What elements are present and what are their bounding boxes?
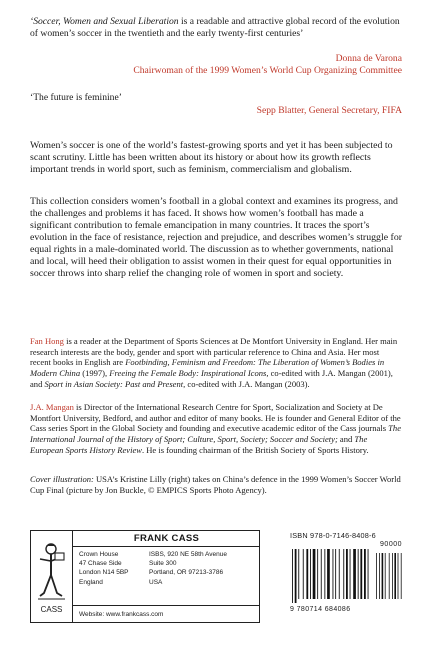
author-name: J.A. Mangan [30, 402, 74, 412]
address-line: Crown House [79, 551, 119, 558]
barcode-bars [290, 549, 402, 605]
address-line: London N14 5BP [79, 569, 129, 577]
quote-1-author: Donna de Varona [335, 53, 402, 64]
reader-figure-icon [35, 541, 68, 603]
price-addon: 90000 [380, 541, 402, 548]
ean-number: 9 780714 684086 [290, 606, 351, 613]
uk-address [79, 550, 129, 587]
isbn-barcode [290, 531, 402, 621]
publisher-box [30, 530, 260, 623]
isbn-number: ISBN 978-0-7146-8408-6 [290, 531, 376, 540]
cover-illustration-credit [30, 474, 402, 495]
bio-text: and [337, 434, 355, 445]
address-line: England [79, 578, 103, 586]
quote-text: is a readable and attractive global record of the evolution of women’s soccer in the twentieth and the early twenty-first centuries’ [30, 16, 400, 39]
publisher-name: FRANK CASS [73, 531, 260, 547]
description-paragraph-1: Women’s soccer is one of the world’s fastest-growing sports and yet it has been subjected to scant scrutiny. Little has been written about its history or about how its growth reflects important trends in world sport, such as feminism, commercialism and globalism. [30, 140, 393, 175]
address-line: ISBS, 920 NE 58th Avenue [149, 551, 227, 558]
journal-title: The European Sports History Review [30, 434, 368, 455]
bio-text: . He is founding chairman of the British Society of Sports History. [141, 444, 369, 455]
quote-1-author-role: Chairwoman of the 1999 Women’s World Cup Organizing Committee [133, 65, 402, 76]
endorsement-quote-2: ‘The future is feminine’ [30, 92, 122, 103]
publisher-logo [31, 531, 73, 622]
bio-text: is Director of the International Research Centre for Sport, Socialization and Society at De Montfort University, Bedford, and author and editor of many books. He is founder and General Editor of the Cass series Sport in the Global Society and founding and executive academic editor of the Cass journals [30, 402, 401, 434]
address-line: 47 Chase Side [79, 560, 122, 568]
bio-text: (1997), [80, 368, 110, 379]
cover-text: USA’s Kristine Lilly (right) takes on China’s defence in the 1999 Women’s Soccer World Cup Final (picture by Jon Buckle, © EMPICS Sports Photo Agency). [30, 474, 401, 495]
us-address [149, 550, 227, 587]
bio-text: , co-edited with J.A. Mangan (2003). [183, 378, 310, 389]
description-paragraph-2: This collection considers women’s football in a global context and examines its progress, and the challenges and problems it has faced. It shows how women’s football has made a significant contribution to female emancipation in many countries. It traces the sport’s evolution in the face of resistance, rejection and prejudice, and describes women’s struggle for equal rights in a male-dominated world. The discussion as to whether governments, national and local, will heed their obligation to assist women in their quest for equal opportunities in soccer throws into sharp relief the changing role of women in sport and society. [30, 196, 403, 279]
address-line: Portland, OR 97213-3786 [149, 569, 224, 577]
address-line: Suite 300 [149, 560, 177, 568]
bio-text: , co-edited with J.A. Mangan (2001), and [30, 368, 393, 389]
cover-label: Cover illustration: [30, 474, 94, 484]
author-bio-fan-hong [30, 336, 402, 390]
publisher-website: Website: www.frankcass.com [73, 605, 260, 622]
book-title: Footbinding, Feminism and Freedom: The Liberation of Women’s Bodies in Modern China [30, 357, 385, 379]
author-name: Fan Hong [30, 336, 64, 346]
book-title: Freeing the Female Body: Inspirational Icons [109, 368, 267, 379]
address-line: USA [149, 578, 163, 586]
book-title: Sport in Asian Society: Past and Present [44, 378, 184, 389]
journal-titles: The International Journal of the History of Sport; Culture, Sport, Society; Soccer and Society; [30, 423, 401, 445]
quote-2-author: Sepp Blatter, General Secretary, FIFA [256, 105, 402, 116]
quote-book-title: ‘Soccer, Women and Sexual Liberation [30, 16, 179, 27]
bio-text: is a reader at the Department of Sports Sciences at De Montfort University in England. Her main research interests are the body, gender and sport with particular reference to China and Asia. Her most recent books in English are [30, 336, 398, 368]
endorsement-quote-1 [30, 16, 402, 39]
logo-text: CASS [40, 605, 63, 614]
author-bio-mangan [30, 402, 402, 456]
